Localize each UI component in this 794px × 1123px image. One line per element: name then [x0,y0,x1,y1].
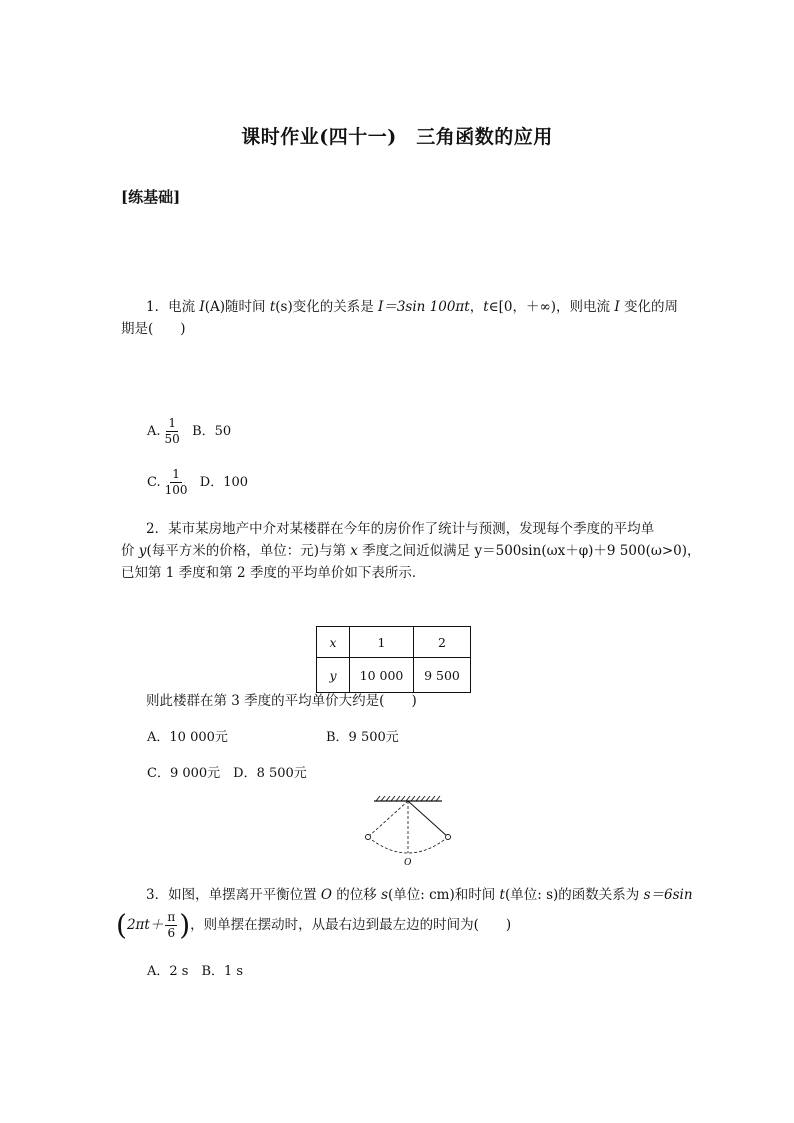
q2-line1: 2．某市某房地产中介对某楼群在今年的房价作了统计与预测，发现每个季度的平均单 [146,521,655,537]
q2-price-table [316,626,471,693]
table-cell: 2 [414,627,471,658]
q1-optC-fraction: $\frac{1}{100}$ [164,467,188,497]
q1-options-cd: C. $\frac{1}{100}$ D．100 [147,467,249,497]
q3-options-ab: A．2 s B．1 s [147,964,244,979]
section-heading: [练基础] [121,188,181,206]
pendulum-figure [360,795,460,867]
table-cell: 10 000 [350,658,414,693]
table-cell: 1 [350,627,414,658]
q2-line2: 价 y(每平方米的价格，单位：元)与第 x 季度之间近似满足 y＝500sin(ωx＋φ)＋9 500(ω>0)， [121,543,701,559]
q1-line2: 期是( ) [121,321,186,337]
q2-options-cd: C．9 000元 D．8 500元 [147,766,307,781]
table-cell: x [317,627,350,658]
table-row [317,658,471,693]
q3-line1: 3．如图，单摆离开平衡位置 O 的位移 s(单位: cm)和时间 t(单位: s)的函数关系为 s＝6sin [146,887,693,903]
q2-question: 则此楼群在第 3 季度的平均单价大约是( ) [146,693,417,709]
q1-line1: 1．电流 I(A)随时间 t(s)变化的关系是 I＝3sin 100πt，t∈[0，＋∞)，则电流 I 变化的周 [146,299,678,315]
table-cell: 9 500 [414,658,471,693]
q1-optA-fraction: $\frac{1}{50}$ [164,416,180,446]
figure-label-o: O [404,857,412,867]
page-title: 课时作业(四十一) 三角函数的应用 [241,126,553,148]
q1-options-ab: A. $\frac{1}{50}$ B．50 [147,416,232,446]
q2-option-a: A．10 000元 [147,730,228,745]
q3-pi-over-6-fraction: $\frac{\pi}{6}$ [167,910,176,940]
q3-line2: (2πt＋ $\frac{\pi}{6}$ )，则单摆在摆动时，从最右边到最左边的时间为( ) [116,908,512,942]
table-cell: y [317,658,350,693]
q2-line3: 已知第 1 季度和第 2 季度的平均单价如下表所示． [121,565,426,581]
table-row [317,627,471,658]
q2-option-b: B．9 500元 [326,730,399,745]
